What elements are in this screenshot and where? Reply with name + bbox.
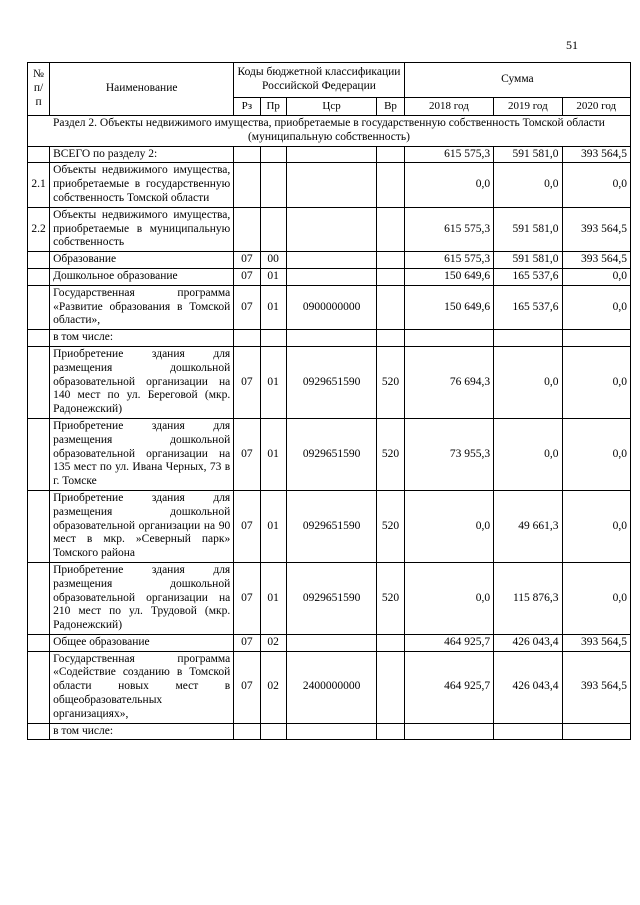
cell-vr (377, 330, 404, 347)
cell-index (28, 418, 50, 490)
cell-2019: 426 043,4 (494, 634, 562, 651)
cell-name: Государственная программа «Содействие созданию в Томской области новых мест в общеобразовательных организациях», (50, 651, 234, 723)
cell-vr (377, 268, 404, 285)
cell-2018 (404, 330, 493, 347)
cell-name: Дошкольное образование (50, 268, 234, 285)
cell-2018: 615 575,3 (404, 252, 493, 269)
cell-2020: 0,0 (562, 490, 630, 562)
cell-2019: 591 581,0 (494, 146, 562, 163)
cell-rz (234, 163, 260, 207)
cell-2018 (404, 723, 493, 740)
cell-pr: 01 (260, 285, 286, 329)
header-row-top (28, 63, 631, 98)
cell-rz (234, 723, 260, 740)
cell-csr (286, 634, 376, 651)
cell-vr: 520 (377, 562, 404, 634)
cell-pr (260, 723, 286, 740)
cell-2018: 0,0 (404, 562, 493, 634)
cell-rz: 07 (234, 634, 260, 651)
cell-name: ВСЕГО по разделу 2: (50, 146, 234, 163)
cell-2019: 426 043,4 (494, 651, 562, 723)
header-vr: Вр (377, 97, 404, 115)
cell-2018: 615 575,3 (404, 207, 493, 251)
table-row (28, 252, 631, 269)
cell-vr (377, 285, 404, 329)
header-name: Наименование (50, 63, 234, 116)
table-row (28, 346, 631, 418)
cell-2020: 0,0 (562, 268, 630, 285)
cell-index (28, 346, 50, 418)
cell-vr (377, 634, 404, 651)
cell-2020: 0,0 (562, 163, 630, 207)
table-row (28, 146, 631, 163)
table-row (28, 418, 631, 490)
cell-name: Приобретение здания для размещения дошкольной образовательной организации на 140 мест по ул. Береговой (мкр. Радонежский) (50, 346, 234, 418)
cell-2020: 0,0 (562, 418, 630, 490)
cell-2018: 615 575,3 (404, 146, 493, 163)
cell-vr: 520 (377, 418, 404, 490)
cell-2020 (562, 330, 630, 347)
cell-2020: 393 564,5 (562, 634, 630, 651)
cell-2020: 0,0 (562, 562, 630, 634)
cell-2020: 0,0 (562, 285, 630, 329)
cell-index (28, 268, 50, 285)
table-row (28, 285, 631, 329)
table-row (28, 723, 631, 740)
cell-pr (260, 330, 286, 347)
cell-2018: 464 925,7 (404, 634, 493, 651)
cell-pr (260, 207, 286, 251)
cell-2019: 0,0 (494, 418, 562, 490)
section-title: Раздел 2. Объекты недвижимого имущества, приобретаемые в государственную собственность Томской области (муниципальную собственность) (28, 116, 631, 147)
cell-index (28, 634, 50, 651)
cell-csr: 2400000000 (286, 651, 376, 723)
header-pr: Пр (260, 97, 286, 115)
cell-index: 2.2 (28, 207, 50, 251)
cell-name: Приобретение здания для размещения дошкольной образовательной организации на 135 мест по ул. Ивана Черных, 73 в г. Томске (50, 418, 234, 490)
cell-pr: 01 (260, 418, 286, 490)
cell-pr: 02 (260, 651, 286, 723)
cell-2020: 393 564,5 (562, 207, 630, 251)
header-year-2019: 2019 год (494, 97, 562, 115)
cell-csr: 0929651590 (286, 562, 376, 634)
cell-csr: 0929651590 (286, 418, 376, 490)
cell-rz: 07 (234, 562, 260, 634)
cell-csr (286, 163, 376, 207)
cell-2019: 0,0 (494, 163, 562, 207)
cell-name: Государственная программа «Развитие образования в Томской области», (50, 285, 234, 329)
table-row (28, 562, 631, 634)
cell-vr: 520 (377, 490, 404, 562)
cell-2020: 393 564,5 (562, 146, 630, 163)
cell-2020: 393 564,5 (562, 252, 630, 269)
cell-name: в том числе: (50, 330, 234, 347)
cell-rz: 07 (234, 651, 260, 723)
cell-2018: 464 925,7 (404, 651, 493, 723)
cell-name: Объекты недвижимого имущества, приобретаемые в муниципальную собственность (50, 207, 234, 251)
cell-name: Объекты недвижимого имущества, приобретаемые в государственную собственность Томской области (50, 163, 234, 207)
cell-vr: 520 (377, 346, 404, 418)
cell-index (28, 562, 50, 634)
cell-2018: 73 955,3 (404, 418, 493, 490)
cell-pr: 01 (260, 490, 286, 562)
cell-csr (286, 207, 376, 251)
cell-rz: 07 (234, 252, 260, 269)
cell-2019: 591 581,0 (494, 252, 562, 269)
cell-csr (286, 330, 376, 347)
cell-name: Приобретение здания для размещения дошкольной образовательной организации на 210 мест по ул. Трудовой (мкр. Радонежский) (50, 562, 234, 634)
header-sum: Сумма (404, 63, 630, 98)
cell-2019: 165 537,6 (494, 268, 562, 285)
cell-2019: 165 537,6 (494, 285, 562, 329)
cell-index (28, 651, 50, 723)
cell-2018: 0,0 (404, 163, 493, 207)
cell-pr: 02 (260, 634, 286, 651)
section-row (28, 116, 631, 147)
header-year-2020: 2020 год (562, 97, 630, 115)
cell-rz (234, 207, 260, 251)
cell-csr (286, 252, 376, 269)
cell-2020: 0,0 (562, 346, 630, 418)
budget-table (27, 62, 631, 740)
cell-rz: 07 (234, 490, 260, 562)
cell-2018: 76 694,3 (404, 346, 493, 418)
header-index: № п/п (28, 63, 50, 116)
cell-name: Общее образование (50, 634, 234, 651)
cell-rz: 07 (234, 346, 260, 418)
header-csr: Цср (286, 97, 376, 115)
page-number: 51 (566, 38, 578, 52)
cell-rz: 07 (234, 418, 260, 490)
cell-2018: 150 649,6 (404, 268, 493, 285)
header-codes: Коды бюджетной классификации Российской Федерации (234, 63, 404, 98)
cell-rz: 07 (234, 268, 260, 285)
cell-pr: 00 (260, 252, 286, 269)
table-row (28, 330, 631, 347)
cell-vr (377, 252, 404, 269)
cell-csr (286, 268, 376, 285)
cell-csr: 0900000000 (286, 285, 376, 329)
cell-index (28, 252, 50, 269)
cell-vr (377, 207, 404, 251)
cell-csr: 0929651590 (286, 490, 376, 562)
cell-csr (286, 146, 376, 163)
table-row (28, 163, 631, 207)
header-rz: Рз (234, 97, 260, 115)
cell-2019: 49 661,3 (494, 490, 562, 562)
cell-rz: 07 (234, 285, 260, 329)
cell-vr (377, 651, 404, 723)
cell-rz (234, 146, 260, 163)
cell-2019: 115 876,3 (494, 562, 562, 634)
cell-2019 (494, 330, 562, 347)
table-row (28, 634, 631, 651)
cell-name: в том числе: (50, 723, 234, 740)
table-row (28, 268, 631, 285)
cell-index: 2.1 (28, 163, 50, 207)
cell-pr: 01 (260, 268, 286, 285)
table-row (28, 651, 631, 723)
cell-index (28, 146, 50, 163)
table-row (28, 490, 631, 562)
cell-csr: 0929651590 (286, 346, 376, 418)
cell-vr (377, 163, 404, 207)
cell-pr (260, 163, 286, 207)
cell-2018: 0,0 (404, 490, 493, 562)
cell-2019: 591 581,0 (494, 207, 562, 251)
cell-name: Образование (50, 252, 234, 269)
cell-name: Приобретение здания для размещения дошкольной образовательной организации на 90 мест в мкр. »Северный парк» Томского района (50, 490, 234, 562)
cell-index (28, 330, 50, 347)
cell-index (28, 723, 50, 740)
cell-index (28, 285, 50, 329)
cell-2020 (562, 723, 630, 740)
cell-csr (286, 723, 376, 740)
cell-vr (377, 146, 404, 163)
cell-rz (234, 330, 260, 347)
cell-vr (377, 723, 404, 740)
cell-pr: 01 (260, 562, 286, 634)
cell-index (28, 490, 50, 562)
cell-2019 (494, 723, 562, 740)
header-year-2018: 2018 год (404, 97, 493, 115)
cell-pr: 01 (260, 346, 286, 418)
table-row (28, 207, 631, 251)
cell-2018: 150 649,6 (404, 285, 493, 329)
cell-pr (260, 146, 286, 163)
cell-2019: 0,0 (494, 346, 562, 418)
cell-2020: 393 564,5 (562, 651, 630, 723)
